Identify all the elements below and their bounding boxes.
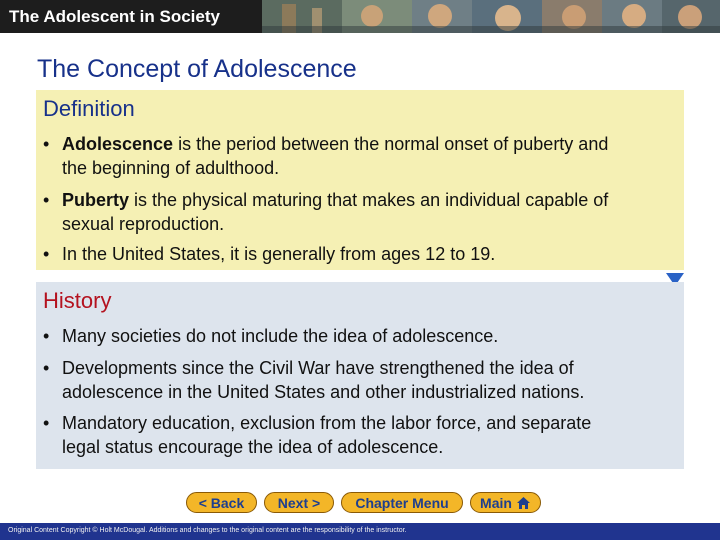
top-banner	[0, 0, 720, 33]
bullet-text: legal status encourage the idea of adolescence.	[62, 437, 444, 457]
next-button[interactable]: Next >	[264, 492, 334, 513]
list-item	[43, 324, 679, 348]
main-button[interactable]	[470, 492, 541, 513]
bullet-icon: •	[43, 413, 50, 433]
bullet-text: is the physical maturing that makes an individual capable of	[129, 190, 609, 210]
list-item	[43, 242, 679, 266]
term: Puberty	[62, 190, 130, 210]
list-item	[43, 188, 679, 236]
bullet-text: the beginning of adulthood.	[62, 158, 280, 178]
bullet-text: In the United States, it is generally from ages 12 to 19.	[62, 244, 496, 264]
bullet-text: Developments since the Civil War have strengthened the idea of	[62, 358, 574, 378]
definition-heading: Definition	[43, 96, 135, 121]
list-item	[43, 356, 679, 404]
main-button-label: Main	[480, 494, 512, 511]
home-icon	[516, 496, 531, 510]
page-title: The Concept of Adolescence	[37, 55, 357, 83]
history-heading: History	[43, 288, 112, 313]
bullet-text: is the period between the normal onset of puberty and	[173, 134, 609, 154]
bullet-icon: •	[43, 358, 50, 378]
bullet-icon: •	[43, 244, 50, 264]
bullet-icon: •	[43, 134, 50, 154]
banner-collage-image	[262, 0, 720, 33]
bullet-text: sexual reproduction.	[62, 214, 225, 234]
copyright-bar	[0, 523, 720, 540]
banner-title: The Adolescent in Society	[9, 7, 220, 26]
bullet-icon: •	[43, 190, 50, 210]
history-section	[36, 282, 684, 469]
back-button[interactable]: < Back	[186, 492, 257, 513]
copyright-text: Original Content Copyright © Holt McDougal. Additions and changes to the original content are the responsibility of the instructor.	[8, 527, 407, 534]
term: Adolescence	[62, 134, 174, 154]
definition-section	[36, 90, 684, 270]
list-item	[43, 132, 679, 180]
bullet-text: adolescence in the United States and other industrialized nations.	[62, 382, 585, 402]
chapter-menu-button[interactable]: Chapter Menu	[341, 492, 463, 513]
bullet-text: Many societies do not include the idea of adolescence.	[62, 326, 499, 346]
list-item	[43, 411, 679, 459]
bullet-text: Mandatory education, exclusion from the labor force, and separate	[62, 413, 592, 433]
bullet-icon: •	[43, 326, 50, 346]
